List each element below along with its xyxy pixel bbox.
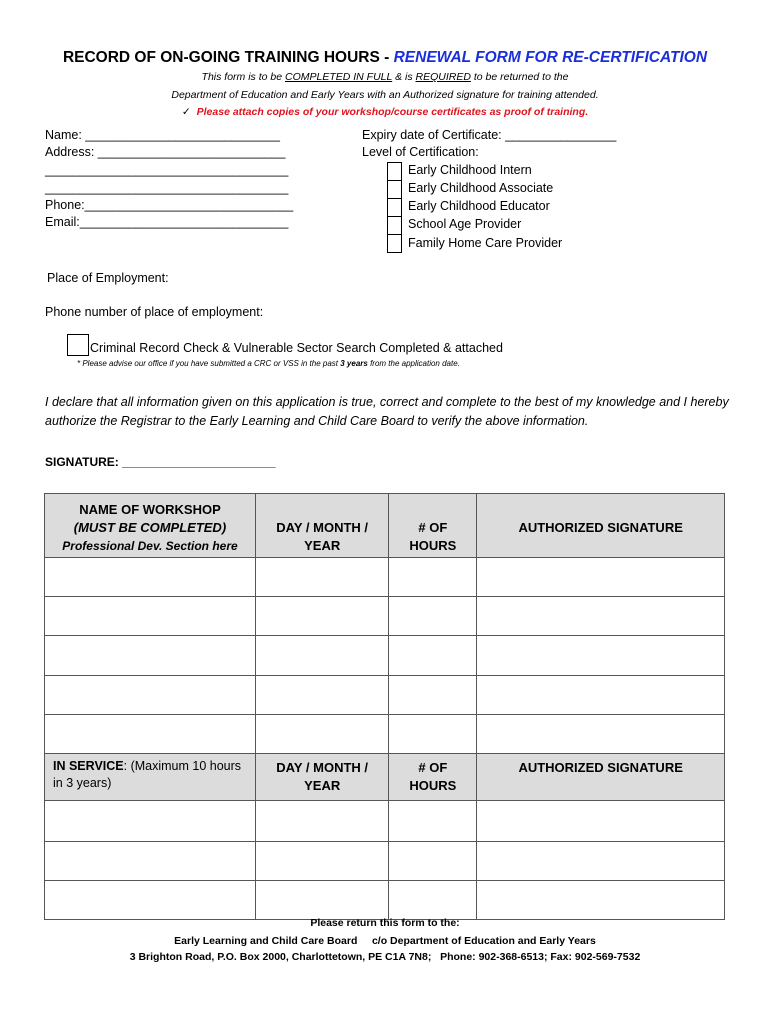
table-cell[interactable] xyxy=(477,801,725,842)
inservice-header xyxy=(45,754,256,801)
table-cell[interactable] xyxy=(477,636,725,676)
title-emphasis: RENEWAL FORM FOR RE-CERTIFICATION xyxy=(393,49,708,66)
crc-note-text: * Please advise our office if you have submitted a CRC or VSS in the past xyxy=(77,359,341,368)
level-label-intern: Early Childhood Intern xyxy=(408,163,532,177)
table-cell[interactable] xyxy=(45,842,256,881)
level-checkbox-family-home[interactable] xyxy=(387,234,402,253)
table-cell[interactable] xyxy=(45,558,256,597)
table-cell[interactable] xyxy=(255,881,388,920)
level-label: Level of Certification: xyxy=(362,145,479,159)
table-cell[interactable] xyxy=(477,842,725,881)
footer-return: Please return this form to the: xyxy=(310,917,460,929)
name-field[interactable]: Name: ____________________________ xyxy=(45,128,280,142)
table-cell[interactable] xyxy=(477,881,725,920)
table-cell[interactable] xyxy=(255,842,388,881)
workshop-header-l3: Professional Dev. Section here xyxy=(62,539,238,553)
level-checkbox-associate[interactable] xyxy=(387,180,402,199)
table-cell[interactable] xyxy=(45,715,256,754)
table-cell[interactable] xyxy=(45,801,256,842)
table-cell[interactable] xyxy=(45,597,256,636)
table-row xyxy=(45,676,725,715)
instr-text: & is xyxy=(392,71,416,83)
address-field[interactable]: Address: ___________________________ xyxy=(45,145,286,159)
table-cell[interactable] xyxy=(477,676,725,715)
instr-text: This form is to be xyxy=(201,71,285,83)
authorized-signature-header: AUTHORIZED SIGNATURE xyxy=(477,754,725,801)
crc-note-text: from the application date. xyxy=(367,359,460,368)
table-cell[interactable] xyxy=(477,558,725,597)
table-cell[interactable] xyxy=(389,676,477,715)
footer-address-1: Early Learning and Child Care Board c/o Department of Education and Early Years xyxy=(174,935,596,947)
table-cell[interactable] xyxy=(255,801,388,842)
table-cell[interactable] xyxy=(45,636,256,676)
attach-text: Please attach copies of your workshop/course certificates as proof of training. xyxy=(196,106,589,118)
table-cell[interactable] xyxy=(255,597,388,636)
instructions-line-1 xyxy=(0,71,770,83)
inservice-note: : (Maximum 10 hours in 3 years) xyxy=(53,759,242,790)
hours-header: # OF HOURS xyxy=(389,754,477,801)
title-main: RECORD OF ON-GOING TRAINING HOURS - xyxy=(62,49,394,66)
footer-address-2: 3 Brighton Road, P.O. Box 2000, Charlottetown, PE C1A 7N8; Phone: 902-368-6513; Fax: 902-569-7532 xyxy=(129,951,641,963)
place-of-employment-label: Place of Employment: xyxy=(47,271,169,285)
table-cell[interactable] xyxy=(255,715,388,754)
table-cell[interactable] xyxy=(255,676,388,715)
training-hours-table xyxy=(44,493,725,920)
workshop-header-row xyxy=(45,494,725,558)
table-row xyxy=(45,715,725,754)
table-row xyxy=(45,636,725,676)
table-row xyxy=(45,842,725,881)
table-cell[interactable] xyxy=(389,597,477,636)
table-row xyxy=(45,558,725,597)
level-label-family-home: Family Home Care Provider xyxy=(408,236,563,250)
table-row xyxy=(45,597,725,636)
table-cell[interactable] xyxy=(255,636,388,676)
phone-field[interactable]: Phone:______________________________ xyxy=(45,198,294,212)
instr-completed: COMPLETED IN FULL xyxy=(285,71,393,83)
instructions-line-2: Department of Education and Early Years with an Authorized signature for training attended. xyxy=(171,89,599,101)
date-header: DAY / MONTH / YEAR xyxy=(255,494,388,558)
workshop-header-l2: (MUST BE COMPLETED) xyxy=(73,520,227,535)
table-cell[interactable] xyxy=(389,715,477,754)
signature-field[interactable]: SIGNATURE: _______________________ xyxy=(45,455,276,469)
employment-phone-label: Phone number of place of employment: xyxy=(45,305,264,319)
checkmark-icon: ✓ xyxy=(181,106,191,118)
table-cell[interactable] xyxy=(389,842,477,881)
inservice-header-row xyxy=(45,754,725,801)
instr-required: REQUIRED xyxy=(415,71,471,83)
instr-text: to be returned to the xyxy=(470,71,569,83)
inservice-title: IN SERVICE xyxy=(53,759,124,773)
hours-header: # OF HOURS xyxy=(389,494,477,558)
workshop-name-header xyxy=(45,494,256,558)
crc-note xyxy=(77,359,460,368)
workshop-header-l1: NAME OF WORKSHOP xyxy=(79,502,221,517)
crc-checkbox[interactable] xyxy=(67,334,89,356)
level-label-educator: Early Childhood Educator xyxy=(408,199,550,213)
email-field[interactable]: Email:______________________________ xyxy=(45,215,289,229)
table-cell[interactable] xyxy=(477,597,725,636)
address-line-3[interactable]: ___________________________________ xyxy=(45,181,289,195)
crc-note-years: 3 years xyxy=(340,359,368,368)
level-checkbox-educator[interactable] xyxy=(387,198,402,217)
table-cell[interactable] xyxy=(389,558,477,597)
table-cell[interactable] xyxy=(255,558,388,597)
declaration-text: I declare that all information given on this application is true, correct and complete to the best of my knowledge and I hereby authorize the Registrar to the Early Learning and Child Care Board to verify the above information. xyxy=(45,395,729,428)
table-cell[interactable] xyxy=(389,801,477,842)
attach-instruction xyxy=(0,106,770,118)
table-cell[interactable] xyxy=(477,715,725,754)
date-header: DAY / MONTH / YEAR xyxy=(255,754,388,801)
level-label-associate: Early Childhood Associate xyxy=(408,181,554,195)
address-line-2[interactable]: ___________________________________ xyxy=(45,163,289,177)
table-cell[interactable] xyxy=(389,636,477,676)
crc-label: Criminal Record Check & Vulnerable Sector Search Completed & attached xyxy=(90,341,503,355)
table-cell[interactable] xyxy=(45,881,256,920)
table-cell[interactable] xyxy=(389,881,477,920)
form-title xyxy=(0,49,770,67)
level-checkbox-intern[interactable] xyxy=(387,162,402,181)
level-checkbox-school-age[interactable] xyxy=(387,216,402,235)
expiry-date-field[interactable]: Expiry date of Certificate: ________________ xyxy=(362,128,617,142)
table-cell[interactable] xyxy=(45,676,256,715)
level-label-school-age: School Age Provider xyxy=(408,217,522,231)
authorized-signature-header: AUTHORIZED SIGNATURE xyxy=(477,494,725,558)
table-row xyxy=(45,881,725,920)
table-row xyxy=(45,801,725,842)
